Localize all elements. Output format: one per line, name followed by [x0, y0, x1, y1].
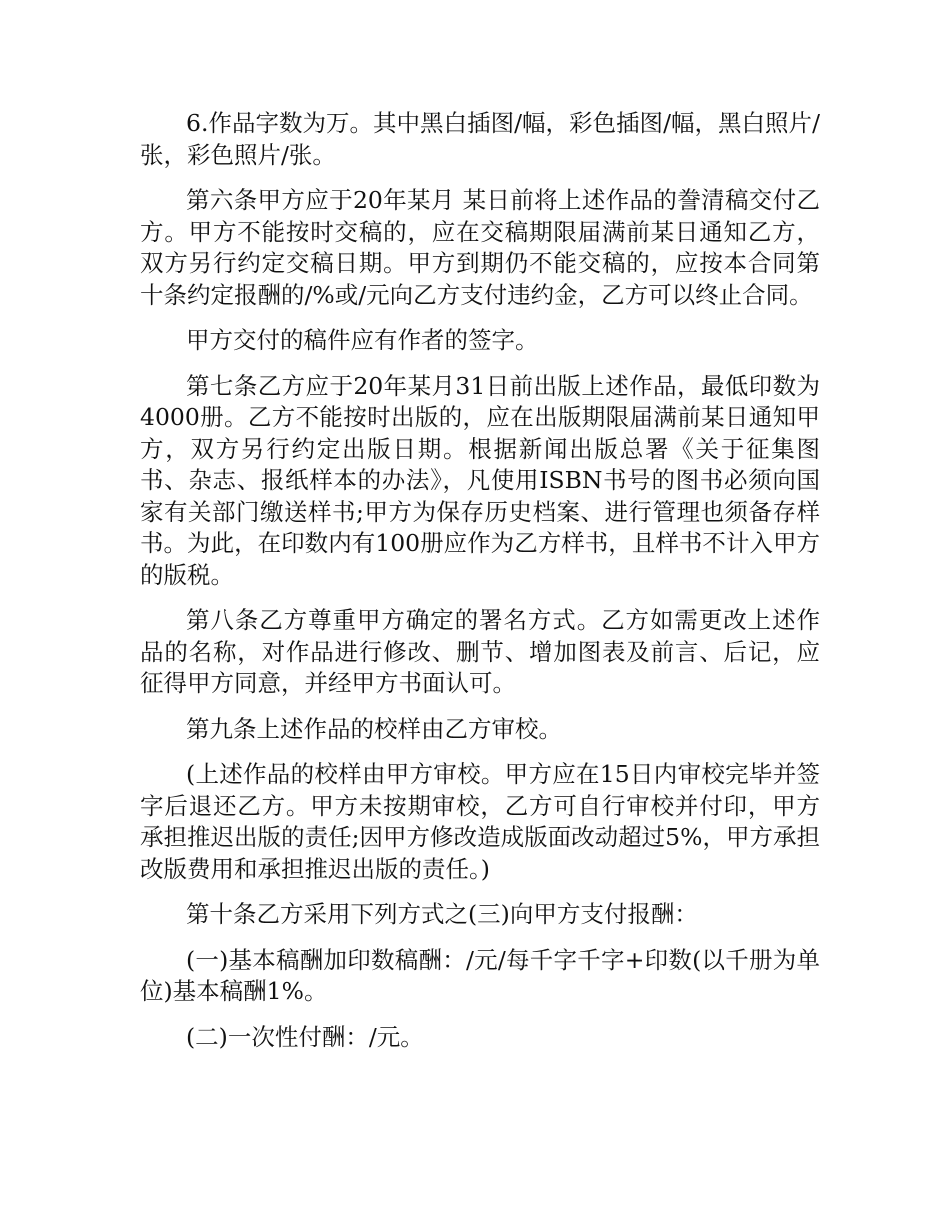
paragraph-article-7: 第七条乙方应于20年某月31日前出版上述作品，最低印数为4000册。乙方不能按时出版的，应在出版期限届满前某日通知甲方，双方另行约定出版日期。根据新闻出版总署《关于征集图书、杂志、报纸样本的办法》，凡使用ISBN书号的图书必须向国家有关部门缴送样书;甲方为保存历史档案、进行管理也须备存样书。为此，在印数内有100册应作为乙方样书，且样书不计入甲方的版税。: [140, 371, 820, 589]
paragraph-option-2: (二)一次性付酬：/元。: [186, 1022, 424, 1051]
paragraph-article-9: 第九条上述作品的校样由乙方审校。: [186, 714, 562, 743]
paragraph-word-count: 6.作品字数为万。其中黑白插图/幅，彩色插图/幅，黑白照片/张，彩色照片/张。: [140, 109, 820, 169]
paragraph-proofing-alt: (上述作品的校样由甲方审校。甲方应在15日内审校完毕并签字后退还乙方。甲方未按期审校，乙方可自行审校并付印，甲方承担推迟出版的责任;因甲方修改造成版面改动超过5%，甲方承担改版费用和承担推迟出版的责任。): [140, 760, 820, 883]
paragraph-option-1: (一)基本稿酬加印数稿酬：/元/每千字千字+印数(以千册为单位)基本稿酬1%。: [140, 945, 820, 1005]
paragraph-signature: 甲方交付的稿件应有作者的签字。: [186, 326, 539, 354]
paragraph-article-6: 第六条甲方应于20年某月 某日前将上述作品的誊清稿交付乙方。甲方不能按时交稿的，应在交稿期限届满前某日通知乙方，双方另行约定交稿日期。甲方到期仍不能交稿的，应按本合同第十条约定报酬的/%或/元向乙方支付违约金，乙方可以终止合同。: [140, 186, 820, 309]
paragraph-article-8: 第八条乙方尊重甲方确定的署名方式。乙方如需更改上述作品的名称，对作品进行修改、删节、增加图表及前言、后记，应征得甲方同意，并经甲方书面认可。: [140, 606, 820, 697]
paragraph-article-10: 第十条乙方采用下列方式之(三)向甲方支付报酬：: [186, 900, 698, 928]
document-page: [140, 108, 820, 1067]
